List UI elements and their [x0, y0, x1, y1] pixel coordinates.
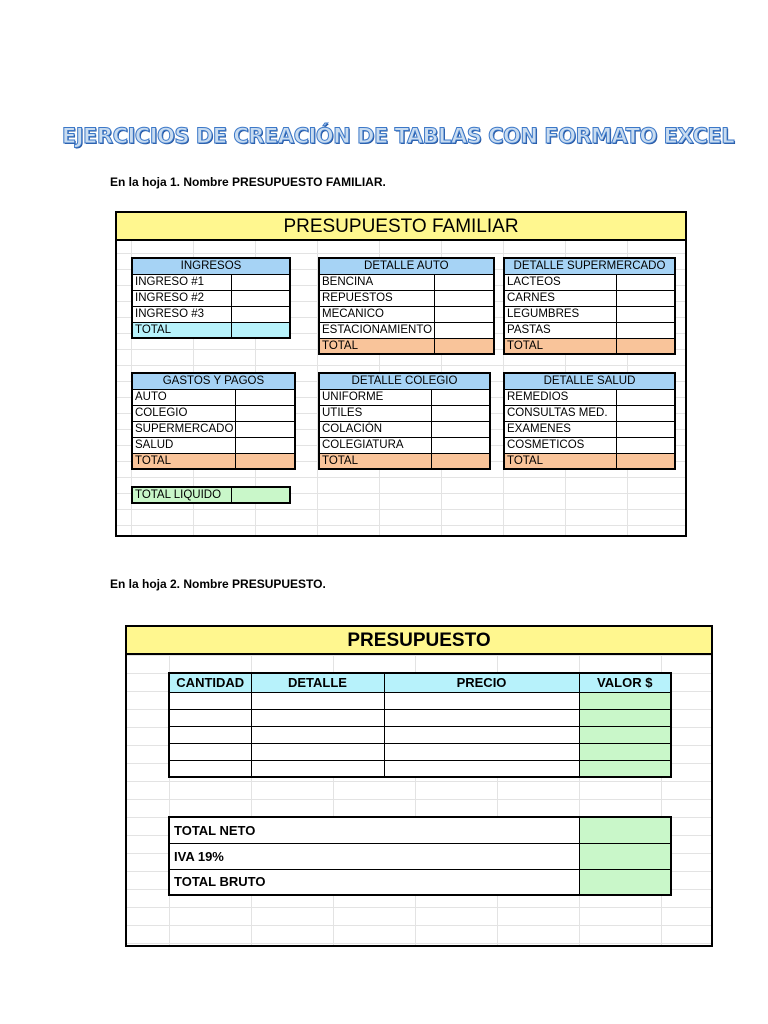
table-detalle-salud	[503, 372, 676, 470]
column-header: DETALLE	[251, 673, 384, 692]
row-label: COLACIÓN	[319, 421, 431, 437]
value-cell[interactable]	[616, 322, 675, 338]
row-label: EXAMENES	[504, 421, 616, 437]
cantidad-cell[interactable]	[169, 709, 251, 726]
detalle-cell[interactable]	[251, 743, 384, 760]
row-label: ESTACIONAMIENTO	[319, 322, 435, 338]
table-gastos-pagos	[131, 372, 296, 470]
table-totals	[168, 816, 672, 896]
sheet-presupuesto-familiar	[115, 211, 687, 537]
value-cell[interactable]	[616, 421, 675, 437]
valor-cell[interactable]	[579, 760, 671, 777]
sheet2-title: PRESUPUESTO	[127, 627, 711, 655]
value-cell[interactable]	[236, 405, 295, 421]
table-items	[168, 672, 672, 778]
value-cell[interactable]	[616, 389, 675, 405]
row-label: INGRESO #2	[132, 290, 231, 306]
detalle-cell[interactable]	[251, 726, 384, 743]
total-label: TOTAL	[504, 338, 616, 354]
iva-label: IVA 19%	[169, 843, 579, 869]
row-label: CONSULTAS MED.	[504, 405, 616, 421]
value-cell[interactable]	[431, 421, 490, 437]
precio-cell[interactable]	[384, 743, 579, 760]
valor-cell[interactable]	[579, 726, 671, 743]
table-header: DETALLE SUPERMERCADO	[504, 258, 675, 274]
valor-cell[interactable]	[579, 709, 671, 726]
total-bruto-value[interactable]	[579, 869, 671, 895]
valor-cell[interactable]	[579, 743, 671, 760]
instruction-sheet-1: En la hoja 1. Nombre PRESUPUESTO FAMILIAR.	[110, 175, 386, 189]
row-label: COLEGIATURA	[319, 437, 431, 453]
row-label: AUTO	[132, 389, 236, 405]
row-label: UTILES	[319, 405, 431, 421]
total-neto-label: TOTAL NETO	[169, 817, 579, 843]
row-label: LEGUMBRES	[504, 306, 616, 322]
cantidad-cell[interactable]	[169, 726, 251, 743]
table-detalle-supermercado	[503, 257, 676, 355]
cantidad-cell[interactable]	[169, 743, 251, 760]
total-value[interactable]	[231, 322, 290, 338]
total-value[interactable]	[435, 338, 494, 354]
value-cell[interactable]	[231, 290, 290, 306]
value-cell[interactable]	[236, 437, 295, 453]
total-liquido-label: TOTAL LIQUIDO	[132, 487, 231, 503]
precio-cell[interactable]	[384, 709, 579, 726]
table-row	[169, 743, 671, 760]
row-label: REMEDIOS	[504, 389, 616, 405]
document-title: EJERCICIOS DE CREACIÓN DE TABLAS CON FORMATO EXCEL	[61, 124, 735, 148]
column-header: PRECIO	[384, 673, 579, 692]
instruction-sheet-2: En la hoja 2. Nombre PRESUPUESTO.	[110, 577, 326, 591]
detalle-cell[interactable]	[251, 760, 384, 777]
value-cell[interactable]	[616, 290, 675, 306]
precio-cell[interactable]	[384, 692, 579, 709]
value-cell[interactable]	[435, 290, 494, 306]
row-label: BENCINA	[319, 274, 435, 290]
table-header: DETALLE COLEGIO	[319, 373, 490, 389]
row-label: UNIFORME	[319, 389, 431, 405]
detalle-cell[interactable]	[251, 692, 384, 709]
row-label: LACTEOS	[504, 274, 616, 290]
total-label: TOTAL	[132, 453, 236, 469]
total-label: TOTAL	[504, 453, 616, 469]
total-label: TOTAL	[132, 322, 231, 338]
total-value[interactable]	[236, 453, 295, 469]
total-label: TOTAL	[319, 453, 431, 469]
table-header: GASTOS Y PAGOS	[132, 373, 295, 389]
sheet1-title: PRESUPUESTO FAMILIAR	[117, 213, 685, 241]
total-bruto-label: TOTAL BRUTO	[169, 869, 579, 895]
precio-cell[interactable]	[384, 726, 579, 743]
total-label: TOTAL	[319, 338, 435, 354]
table-detalle-colegio	[318, 372, 491, 470]
row-label: COSMETICOS	[504, 437, 616, 453]
table-header: DETALLE SALUD	[504, 373, 675, 389]
value-cell[interactable]	[231, 274, 290, 290]
total-value[interactable]	[431, 453, 490, 469]
value-cell[interactable]	[231, 306, 290, 322]
value-cell[interactable]	[435, 306, 494, 322]
column-header: VALOR $	[579, 673, 671, 692]
detalle-cell[interactable]	[251, 709, 384, 726]
precio-cell[interactable]	[384, 760, 579, 777]
value-cell[interactable]	[616, 274, 675, 290]
row-label: INGRESO #3	[132, 306, 231, 322]
total-value[interactable]	[616, 453, 675, 469]
cantidad-cell[interactable]	[169, 692, 251, 709]
value-cell[interactable]	[435, 322, 494, 338]
table-total-liquido	[131, 486, 291, 504]
row-label: PASTAS	[504, 322, 616, 338]
table-row	[169, 726, 671, 743]
row-label: INGRESO #1	[132, 274, 231, 290]
row-label: SALUD	[132, 437, 236, 453]
table-header: INGRESOS	[132, 258, 290, 274]
value-cell[interactable]	[431, 405, 490, 421]
table-row	[169, 709, 671, 726]
row-label: CARNES	[504, 290, 616, 306]
total-value[interactable]	[616, 338, 675, 354]
row-label: COLEGIO	[132, 405, 236, 421]
table-ingresos	[131, 257, 291, 339]
row-label: MECANICO	[319, 306, 435, 322]
cantidad-cell[interactable]	[169, 760, 251, 777]
total-liquido-value[interactable]	[231, 487, 290, 503]
value-cell[interactable]	[616, 405, 675, 421]
valor-cell[interactable]	[579, 692, 671, 709]
value-cell[interactable]	[435, 274, 494, 290]
table-detalle-auto	[318, 257, 495, 355]
table-row	[169, 760, 671, 777]
value-cell[interactable]	[616, 306, 675, 322]
row-label: REPUESTOS	[319, 290, 435, 306]
column-header: CANTIDAD	[169, 673, 251, 692]
table-header: DETALLE AUTO	[319, 258, 494, 274]
row-label: SUPERMERCADO	[132, 421, 236, 437]
iva-value[interactable]	[579, 843, 671, 869]
sheet-presupuesto	[125, 625, 713, 947]
value-cell[interactable]	[431, 389, 490, 405]
value-cell[interactable]	[616, 437, 675, 453]
total-neto-value[interactable]	[579, 817, 671, 843]
table-row	[169, 692, 671, 709]
value-cell[interactable]	[431, 437, 490, 453]
value-cell[interactable]	[236, 389, 295, 405]
value-cell[interactable]	[236, 421, 295, 437]
